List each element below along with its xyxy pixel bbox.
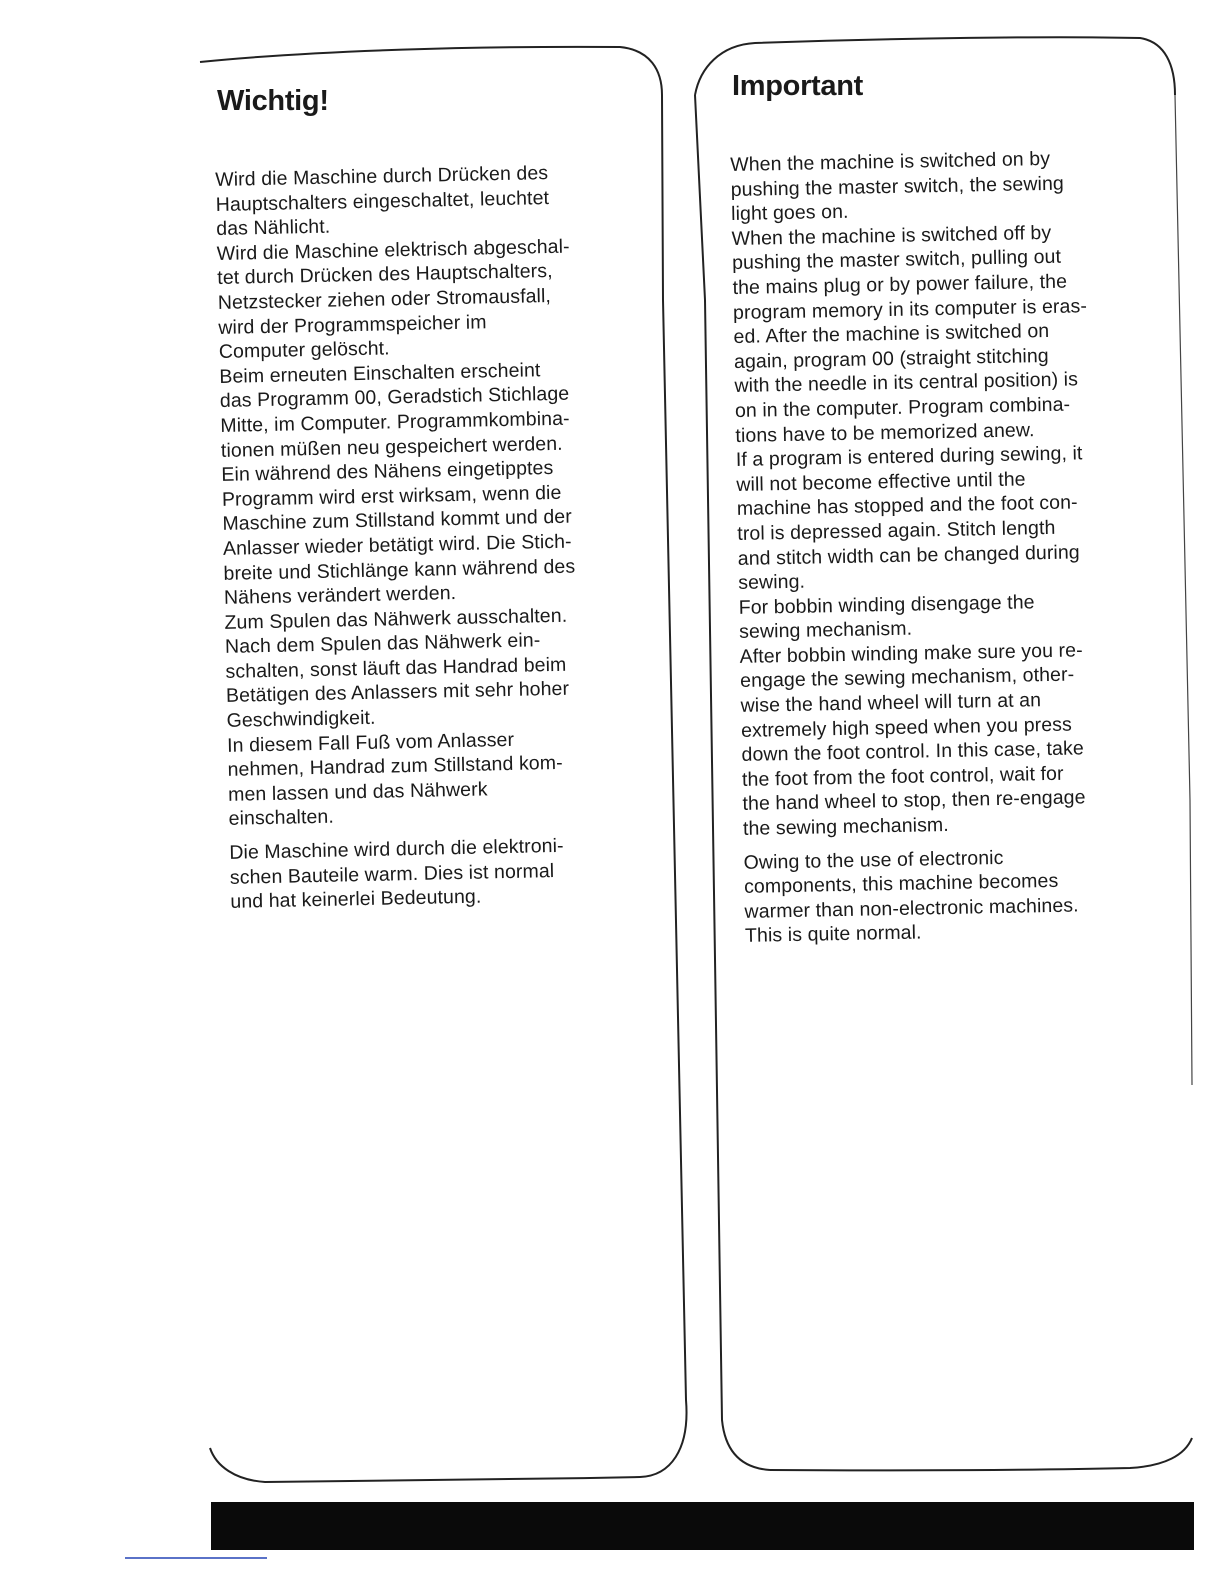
german-panel: [215, 85, 655, 915]
german-heading: Wichtig!: [217, 85, 329, 117]
footer-blue-mark: [125, 1557, 267, 1559]
right-panel-right-border: [1175, 95, 1192, 1085]
right-panel-bottom-border: [770, 1438, 1192, 1470]
german-paragraph-note: Die Maschine wird durch die elektroni- schen Bauteile warm. Dies ist normal und hat keinerlei Bedeutung.: [229, 834, 564, 914]
left-panel-bottom-border: [210, 1448, 640, 1482]
english-heading: Important: [732, 70, 864, 102]
english-paragraph-main: When the machine is switched on by pushing the master switch, the sewing light goes on. When the machine is switched off by pushing the master switch, pulling out the mains plug or by power failure, the program memory in its computer is eras- ed. After the machine is switched on again, program 00 (straight stitching with the needle in its central position) is on in the computer. Program combina- tions have to be memorized anew. If a program is entered during sewing, it will not become effective until the machine has stopped and the foot con- trol is depressed again. Stitch length and stitch width can be changed during sewing. For bobbin winding disengage the sewing mechanism. After bobbin winding make sure you re- engage the sewing mechanism, other- wise the hand wheel will turn at an extremely high speed when you press down the foot control. In this case, take the foot from the foot control, wait for the hand wheel to stop, then re-engage the sewing mechanism.: [730, 147, 1088, 840]
english-body: [730, 145, 1165, 949]
german-body: [215, 159, 671, 915]
english-panel: [730, 70, 1150, 949]
german-paragraph-main: Wird die Maschine durch Drücken des Hauptschalters eingeschaltet, leuchtet das Nählicht. Wird die Maschine elektrisch abgeschal- tet durch Drücken des Hauptschalters, Netzstecker ziehen oder Stromausfall, wird der Programmspeicher im Computer gelöscht. Beim erneuten Einschalten erscheint das Programm 00, Geradstich Stichlage Mitte, im Computer. Programmkombina- tionen müßen neu gespeichert werden. Ein während des Nähens eingetipptes Programm wird erst wirksam, wenn die Maschine zum Stillstand kommt und der Anlasser wieder betätigt wird. Die Stich- breite und Stichlänge kann während des Nähens verändert werden. Zum Spulen das Nähwerk ausschalten. Nach dem Spulen das Nähwerk ein- schalten, sonst läuft das Handrad beim Betätigen des Anlassers mit sehr hoher Geschwindigkeit. In diesem Fall Fuß vom Anlasser nehmen, Handrad zum Stillstand kom- men lassen und das Nähwerk einschalten.: [215, 162, 576, 831]
footer-black-bar: [211, 1502, 1194, 1550]
english-paragraph-note: Owing to the use of electronic components, this machine becomes warmer than non-electronic machines. This is quite normal.: [743, 846, 1079, 948]
